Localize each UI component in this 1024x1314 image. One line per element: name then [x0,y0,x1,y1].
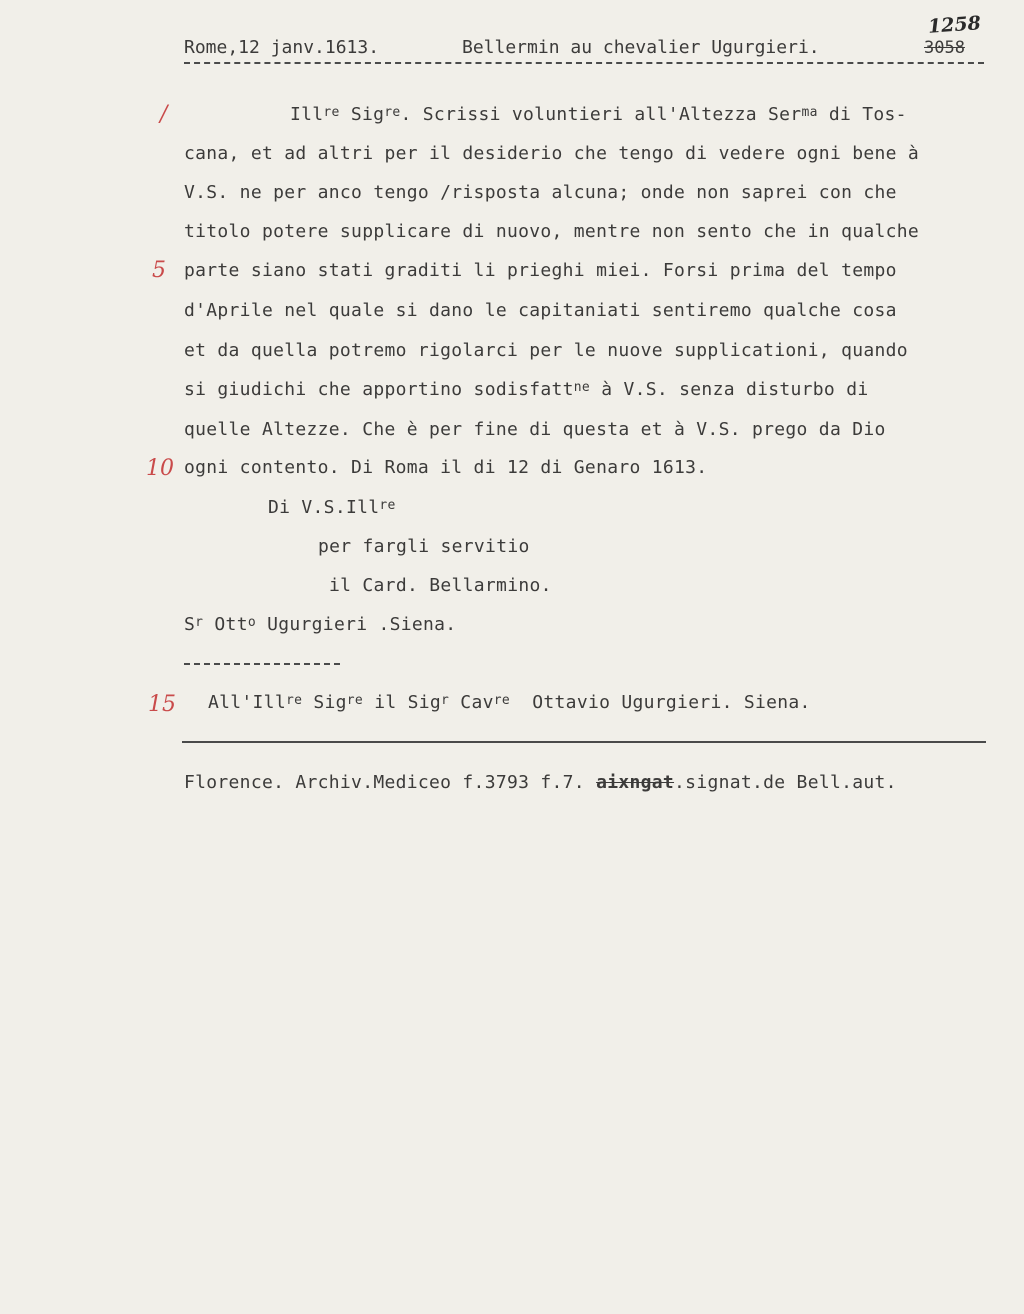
letter-line-7: et da quella potremo rigolarci per le nuove supplicationi, quando [184,340,908,361]
letter-line-6: d'Aprile nel quale si dano le capitaniati sentiremo qualche cosa [184,300,897,321]
signature-line: il Card. Bellarmino. [329,575,552,596]
recipient-line: $S^r$ Ott$^o$ Ugurgieri .Siena. [184,614,457,635]
typed-page-number: 3058 [924,38,965,58]
letter-line-10: ogni contento. Di Roma il di 12 di Genaro 1613. [184,457,708,478]
letter-line-4: titolo potere supplicare di nuovo, mentre non sento che in qualche [184,221,920,242]
header-place-date: Rome,12 janv.1613. [184,37,380,58]
source-citation: Florence. Archiv.Mediceo f.3793 f.7. aixngat.signat.de Bell.aut. [184,772,897,793]
letter-line-9: quelle Altezze. Che è per fine di questa et à V.S. prego da Dio [184,419,886,440]
letter-line-3: V.S. ne per anco tengo /risposta alcuna; onde non saprei con che [184,182,897,203]
handwritten-page-number: 1258 [927,12,982,38]
closing-service: per fargli servitio [318,536,530,557]
closing-line: Di V.S.Ill$^{re}$ [268,497,396,518]
line-marker-10: 10 [146,456,174,481]
line-marker-5: 5 [152,258,166,283]
footer-rule [182,741,986,743]
separator-dash [184,663,340,665]
letter-line-8: si giudichi che apportino sodisfatt$^{ne}$ à V.S. senza disturbo di [184,379,869,400]
header-title: Bellermin au chevalier Ugurgieri. [462,37,820,58]
letter-line-2: cana, et ad altri per il desiderio che tengo di vedere ogni bene à [184,143,920,164]
letter-line-1: Ill$^{re}$ Sig$^{re}$. Scrissi voluntieri all'Altezza Ser$^{ma}$ di Tos- [290,104,907,125]
line-marker-15: 15 [148,692,176,717]
header-rule [184,62,984,64]
line-marker-1: / [160,102,168,127]
struck-word: aixngat [596,772,675,793]
letter-line-5: parte siano stati graditi li prieghi miei. Forsi prima del tempo [184,260,897,281]
address-line: All'Ill$^{re}$ Sig$^{re}$ il Sig$^r$ Cav$^{re}$ Ottavio Ugurgieri. Siena. [208,692,811,713]
